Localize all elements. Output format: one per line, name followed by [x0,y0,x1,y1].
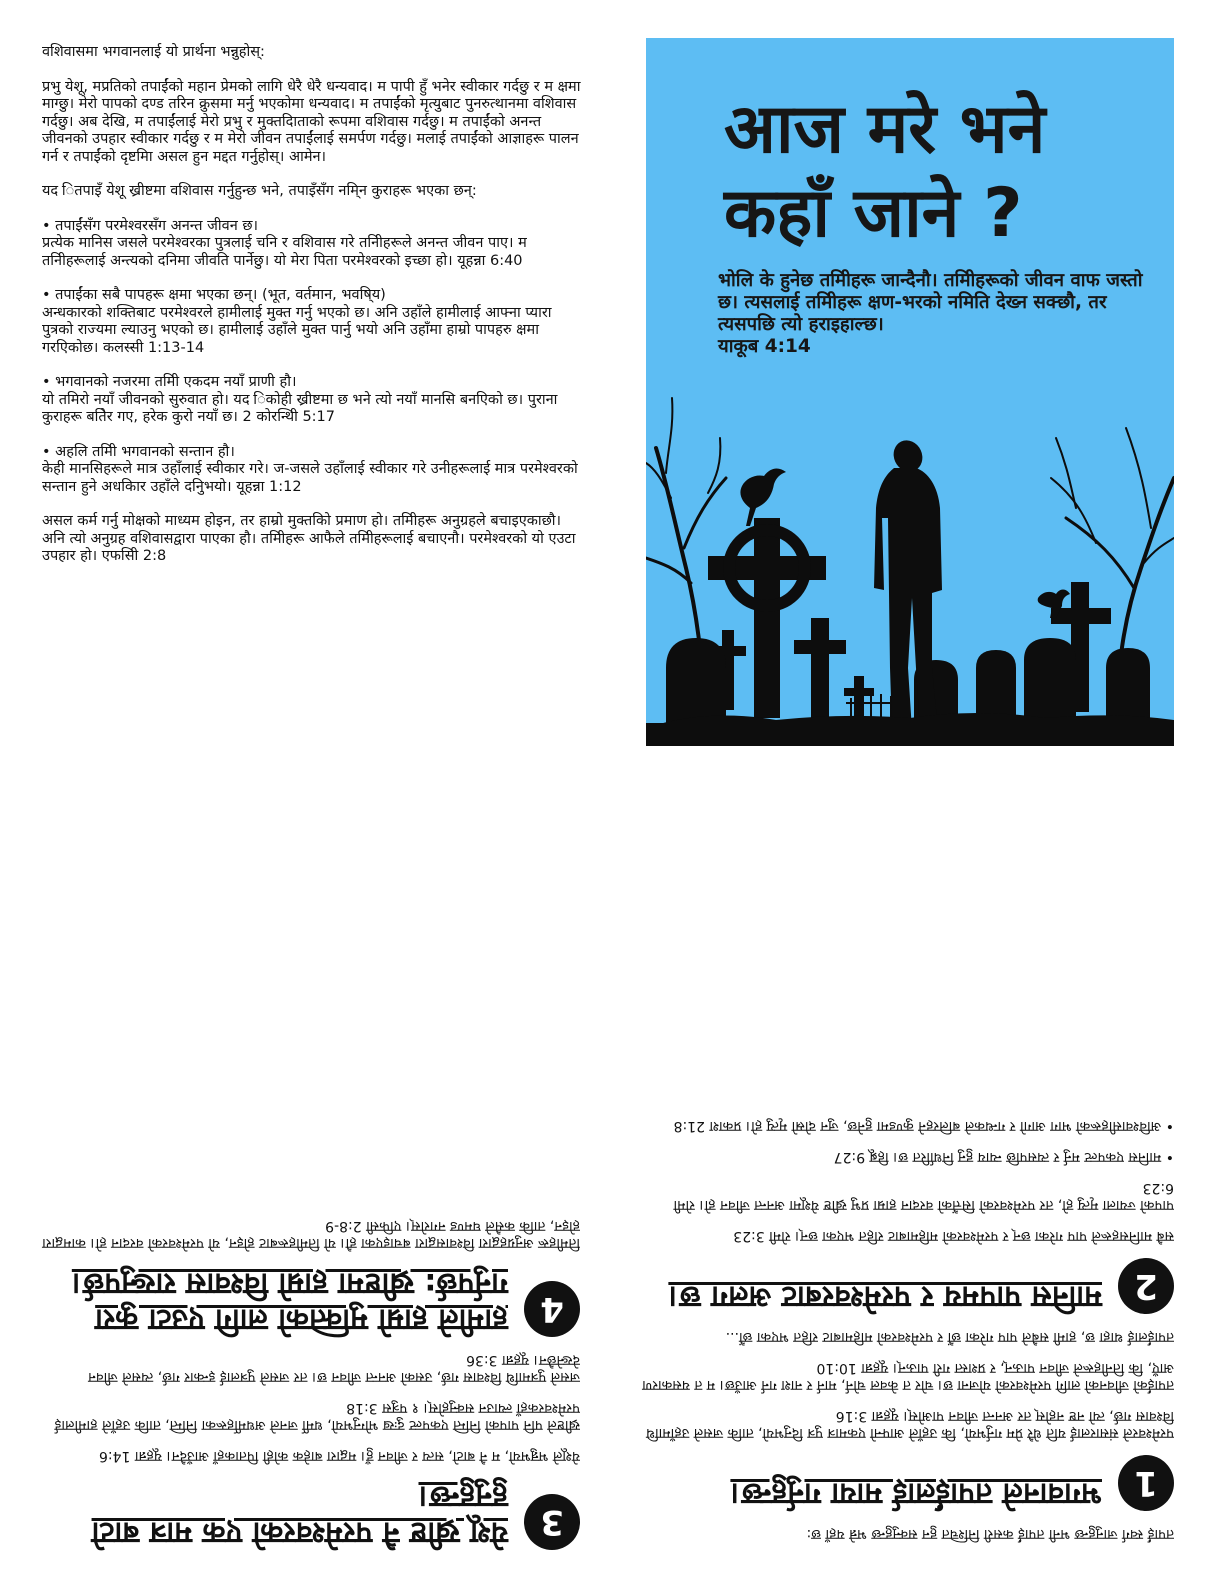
number-badge: 2 [1118,1258,1174,1314]
point-heading: • तपाईंका सबै पापहरू क्षमा भएका छन्। (भूत, वर्तमान, भवषि्य) [42,287,386,303]
point-text: पापको ज्याला मृत्यु हो, तर परमेश्वरको सित्तैंको वरदान हाम्रा प्रभु ख्रीष्ट येशूमा अनन्त जीवन हो। रोमी 6:23 [673,1180,1174,1213]
point-text: जसले पुत्रमाथि विश्वास गर्छ, उसको अनन्त जीवन छ। तर जसले पुत्रलाई इन्कार गर्छ, त्यसले जीवन देख्नेछैन। यूहन्ना 3:36 [88,1352,580,1385]
man-silhouette-icon [874,436,942,730]
point-body: प्रत्येक मानिस जसले परमेश्वरका पुत्रलाई चनि र वशिवास गरे तनिीहरूले अनन्त जीवन पाए। म तनिीहरूलाई अन्त्यको दनिमा जीवति पार्नेछु। यो मेरा पिता परमेश्वरको इच्छा हो। यूहन्ना 6:40 [42,235,527,269]
point-title: भगवानले तपाईंलाई माया गर्नुहुन्छ। [730,1476,1102,1511]
intro-text: तपाईं स्वर्ग जानुहुन्छ भनी तपाईं कसरी निश्चित हुन सक्नुहुन्छ भन्ने यहाँ छ: [806,1526,1174,1542]
cover-verse [718,270,1148,358]
point-4 [40,1265,580,1337]
point-text: सबै मानिसहरूले पाप गरेका छन् र परमेश्वरको महिमाबाट रहित भएका छन्। रोमी 3:23 [733,1228,1174,1244]
point-body: यो तमिरो नयाँ जीवनको सुरुवात हो। यद िकोही ख्रीष्टमा छ भने त्यो नयाँ मानसि बनएिको छ। पुराना कुराहरू बतिेर गए, हरेक कुरो नयाँ छ। 2 कोरन्थिी 5:17 [42,391,558,425]
point-heading: • अहलि तमिी भगवानको सन्तान हौ। [42,443,235,460]
prayer-panel [42,44,582,744]
cover-verse-reference: याकूब 4:14 [718,336,811,357]
assurance-point [42,287,582,357]
point-1 [640,1455,1174,1511]
prayer-intro: वशिवासमा भगवानलाई यो प्रार्थना भन्नुहोस्: [42,44,265,60]
cover-title-line1: आज मरे भने [724,90,1046,169]
point-heading: • भगवानको नजरमा तमिी एकदम नयाँ प्राणी हौ। [42,374,297,390]
point-text: • अविश्वासीहरूको भाग आगो र गन्धकले बलिरहने कुण्डमा हुनेछ, जुन दोस्रो मृत्यु हो। प्रकाश 21:8 [673,1118,1174,1134]
assurance-point [42,374,582,427]
point-text: तपाईंको जीवनको लागि परमेश्वरको योजना छ। चोर त केवल चोर्न, मार्न र नाश गर्न आउँछ। म त यसकारण आएँ, कि तिनीहरूले जीवन पाऊन्, र प्रशस्त गरी पाऊन्। यूहन्ना 10:10 [642,1360,1174,1393]
assurance-point [42,444,582,497]
point-body: केही मानसिहरूले मात्र उहाँलाई स्वीकार गरे। ज-जसले उहाँलाई स्वीकार गरे उनीहरूलाई मात्र परमेश्वरको सन्तान हुने अधकिार उहाँले दनिुभयो। यूहन्ना 1:12 [42,461,578,495]
point-text: • मानिस एकपल्ट मर्नु र त्यसपछि न्याय हुनु निर्धारित छ। हिब्रू 9:27 [833,1149,1174,1165]
cover-title [724,88,1164,256]
number-badge: 3 [524,1494,580,1550]
point-2 [640,1258,1174,1314]
point-title: हामीले हाम्रो मुक्तिको लागि एउटा कुरा गर्नुपर्छ: ख्रीष्टमा हाम्रो विश्वास राख्नुपर्छ। [71,1266,508,1337]
point-title: येशू ख्रीष्ट नै परमेश्वरको एक मात्र बाटो हुनुहुन्छ। [91,1479,508,1550]
cover-verse-text: भोलि के हुनेछ तमिीहरू जान्दैनौ। तमिीहरूको जीवन वाफ जस्तो छ। त्यसलाई तमिीहरू क्षण-भरको नमिति देख्न सक्छौ, तर त्यसपछि त्यो हराइहाल्छ। [718,270,1143,335]
number-badge: 4 [524,1281,580,1337]
point-text: ख्रीष्टले पनि पापको निम्ति एकपल्ट दुःख भोग्नुभयो, धर्मी जनले अधर्मीहरूका निम्ति, ताकि उहाँले हामीलाई परमेश्वरकहाँ ल्याउन सक्नुहोस्। १ पत्रुस 3:18 [54,1400,580,1433]
point-text: येशूले भन्नुभयो, म नै बाटो, सत्य र जीवन हुँ। मद्वारा बाहेक कोही पिताकहाँ आउँदैन। यूहन्ना 14:6 [98,1448,580,1464]
point-body: अन्धकारको शक्तिबाट परमेश्वरले हामीलाई मुक्त गर्नु भएको छ। अनि उहाँले हामीलाई आफ्ना प्यारा पुत्रको राज्यमा ल्याउनु भएको छ। हामीलाई उहाँले मुक्त पार्नु भयो अनि उहाँमा हाम्रो पापहरु क्षमा गरएिकोछ। कलस्सी 1:13-14 [42,304,552,356]
point-text: तपाईंलाई थाहा छ, हामी सबैले पाप गरेका छौं र परमेश्वरको महिमाबाट रहित भएका छौं... [725,1329,1174,1345]
prayer-text: प्रभु येशू, मप्रतिको तपाईंको महान प्रेमको लागि धेरै धेरै धन्यवाद। म पापी हुँ भनेर स्वीकार गर्दछु र म क्षमा माग्छु। मेरो पापको दण्ड तरिन क्रुसमा मर्नु भएकोमा धन्यवाद। म तपाईंको मृत्युबाट पुनरुत्थानमा वशिवास गर्दछु। अब देखि, म तपाईंलाई मेरो प्रभु र मुक्तदिाताको रूपमा वशिवास गर्दछु। म तपाईंको अनन्त जीवनको उपहार स्वीकार गर्दछु र म मेरो जीवन तपाईंलाई समर्पण गर्दछु। मलाई तपाईंको आज्ञाहरू पालन गर्न र तपाईंको दृष्टमिा असल हुन मद्दत गर्नुहोस्। आमेन। [42,78,581,165]
crow-icon [740,469,786,526]
point-3 [40,1478,580,1550]
points-1-2-panel [640,852,1174,1542]
closing-text: असल कर्म गर्नु मोक्षको माध्यम होइन, तर हाम्रो मुक्तकिो प्रमाण हो। तमिीहरू अनुग्रहले बचाइएकाछौ। अनि त्यो अनुग्रह वशिवासद्वारा पाएका हौ। तमिीहरू आफैले तमिीहरूलाई बचाएनौ। परमेश्वरको यो एउटा उपहार हो। एफसिी 2:8 [42,513,576,564]
cover-panel [646,38,1174,746]
points-3-4-panel [40,820,580,1550]
point-text: परमेश्वरले संसारलाई यति धेरै प्रेम गर्नुभयो, कि उहाँले आफ्नो एकमात्र पुत्र दिनुभयो, ताकि जसले उहाँमाथि विश्वास गर्छ, त्यो नष्ट नहोस् तर अनन्त जीवन पाओस्। यूहन्ना 3:16 [646,1408,1174,1441]
point-heading: • तपाईंसँग परमेश्वरसँग अनन्त जीवन छ। [42,217,259,234]
graveyard-illustration [646,368,1174,746]
cover-title-line2: कहाँ जाने ? [724,174,1023,253]
if-believe-text: यद ितपाइँ येशू ख्रीष्टमा वशिवास गर्नुहुन्छ भने, तपाइँसँग नमि्न कुराहरू भएका छन्: [42,183,477,199]
point-text: तिमीहरू अनुग्रहद्वारा विश्वासद्वारा बचाइएका हौ। यो तिमीहरूबाट होइन, यो परमेश्वरको वरदान हो। कामद्वारा होइन, ताकि कसैले घमण्ड नगरोस्। एफिसी 2:8-9 [42,1218,580,1251]
point-title: मानिस पापमय र परमेश्वरबाट अलग छ। [668,1279,1102,1314]
number-badge: 1 [1118,1455,1174,1511]
assurance-point [42,218,582,271]
